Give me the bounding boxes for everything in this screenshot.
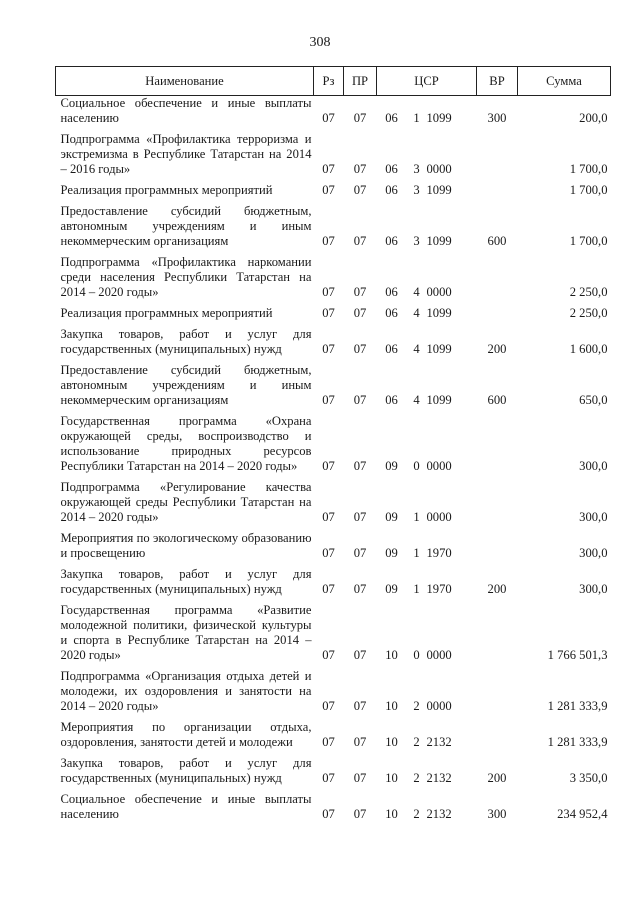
header-vr: ВР [477, 67, 518, 96]
row-csr-part2: 1 [413, 510, 420, 524]
page-number: 308 [309, 35, 331, 50]
row-csr-part2: 0 [413, 459, 420, 473]
row-csr-part3: 2132 [426, 807, 452, 821]
row-csr-part2: 3 [413, 183, 420, 197]
row-rz: 07 [322, 111, 335, 125]
row-csr-part3: 1099 [426, 306, 452, 320]
row-pr: 07 [353, 699, 367, 713]
row-name: Предоставление субсидий бюджетным, автономным учреждениям и иным некоммерческим организациям [60, 363, 312, 407]
table-row [56, 327, 611, 363]
row-sum: 300,0 [579, 582, 608, 596]
row-pr: 07 [353, 111, 367, 125]
row-sum: 300,0 [579, 459, 608, 473]
table-row [56, 306, 611, 327]
header-name: Наименование [56, 67, 314, 96]
row-name: Реализация программных мероприятий [60, 306, 273, 320]
row-csr-part2: 4 [413, 285, 420, 299]
row-pr: 07 [353, 234, 367, 248]
table-row [56, 363, 611, 414]
row-csr-part3: 1099 [426, 393, 452, 407]
row-csr-part3: 0000 [426, 699, 452, 713]
row-sum: 1 700,0 [569, 162, 608, 176]
row-sum: 2 250,0 [569, 285, 608, 299]
row-name: Реализация программных мероприятий [60, 183, 273, 197]
row-csr-part2: 1 [413, 111, 420, 125]
row-csr-part1: 10 [385, 771, 398, 785]
header-rz: Рз [314, 67, 344, 96]
row-csr-part3: 0000 [426, 648, 452, 662]
row-vr: 200 [487, 582, 507, 596]
table-header [56, 67, 611, 96]
row-csr-part2: 1 [413, 546, 420, 560]
row-vr: 300 [487, 111, 507, 125]
row-vr [477, 669, 518, 720]
row-csr-part3: 0000 [426, 285, 452, 299]
row-name: Закупка товаров, работ и услуг для государственных (муниципальных) нужд [60, 327, 312, 356]
row-pr: 07 [353, 459, 367, 473]
row-vr: 600 [487, 393, 507, 407]
row-csr-part1: 06 [385, 111, 398, 125]
row-name: Закупка товаров, работ и услуг для государственных (муниципальных) нужд [60, 567, 312, 596]
row-csr-part3: 2132 [426, 771, 452, 785]
row-rz: 07 [322, 285, 335, 299]
row-sum: 1 281 333,9 [547, 699, 608, 713]
row-pr: 07 [353, 285, 367, 299]
row-vr: 600 [487, 234, 507, 248]
row-rz: 07 [322, 807, 335, 821]
row-rz: 07 [322, 183, 335, 197]
row-rz: 07 [322, 306, 335, 320]
row-rz: 07 [322, 234, 335, 248]
budget-table [55, 66, 611, 828]
row-rz: 07 [322, 699, 335, 713]
row-csr-part1: 10 [385, 699, 398, 713]
table-row [56, 603, 611, 669]
row-sum: 300,0 [579, 546, 608, 560]
row-rz: 07 [322, 582, 335, 596]
row-csr-part2: 2 [413, 771, 420, 785]
row-csr-part1: 10 [385, 735, 398, 749]
row-pr: 07 [353, 342, 367, 356]
row-name: Государственная программа «Охрана окружающей среды, воспроизводство и использование природных ресурсов Республики Татарстан на 2014 – 2020 годы» [60, 414, 312, 473]
row-csr-part3: 0000 [426, 162, 452, 176]
header-pr: ПР [344, 67, 377, 96]
row-sum: 1 766 501,3 [547, 648, 608, 662]
row-csr-part2: 3 [413, 162, 420, 176]
row-csr-part2: 2 [413, 699, 420, 713]
row-rz: 07 [322, 735, 335, 749]
table-row [56, 255, 611, 306]
row-csr-part1: 10 [385, 807, 398, 821]
row-vr: 200 [487, 771, 507, 785]
row-csr-part1: 06 [385, 285, 398, 299]
row-name: Подпрограмма «Регулирование качества окружающей среды Республики Татарстан на 2014 – 2020 годы» [60, 480, 312, 524]
table-row [56, 480, 611, 531]
row-csr-part3: 1970 [426, 582, 452, 596]
table-row [56, 669, 611, 720]
row-sum: 234 952,4 [557, 807, 608, 821]
row-rz: 07 [322, 162, 335, 176]
row-rz: 07 [322, 546, 335, 560]
table-row [56, 414, 611, 480]
row-sum: 200,0 [579, 111, 608, 125]
row-csr-part3: 1970 [426, 546, 452, 560]
row-name: Подпрограмма «Профилактика наркомании среди населения Республики Татарстан на 2014 – 2020 годы» [60, 255, 312, 299]
row-csr-part3: 2132 [426, 735, 452, 749]
table-row [56, 567, 611, 603]
row-pr: 07 [353, 306, 367, 320]
table-row [56, 720, 611, 756]
table-body [56, 96, 611, 829]
row-sum: 1 700,0 [569, 183, 608, 197]
row-csr-part1: 06 [385, 234, 398, 248]
row-csr-part1: 06 [385, 393, 398, 407]
row-sum: 1 600,0 [569, 342, 608, 356]
row-name: Мероприятия по экологическому образованию и просвещению [60, 531, 312, 560]
row-pr: 07 [353, 183, 367, 197]
table-row [56, 183, 611, 204]
row-sum: 1 700,0 [569, 234, 608, 248]
row-vr [477, 480, 518, 531]
row-sum: 300,0 [579, 510, 608, 524]
row-pr: 07 [353, 393, 367, 407]
row-vr [477, 306, 518, 327]
row-name: Предоставление субсидий бюджетным, автономным учреждениям и иным некоммерческим организациям [60, 204, 312, 248]
row-name: Подпрограмма «Профилактика терроризма и экстремизма в Республике Татарстан на 2014 – 2016 годы» [60, 132, 312, 176]
row-csr-part3: 1099 [426, 183, 452, 197]
row-vr [477, 255, 518, 306]
row-csr-part2: 4 [413, 306, 420, 320]
header-csr: ЦСР [377, 67, 477, 96]
row-sum: 3 350,0 [569, 771, 608, 785]
row-rz: 07 [322, 393, 335, 407]
row-rz: 07 [322, 342, 335, 356]
row-pr: 07 [353, 771, 367, 785]
row-csr-part3: 1099 [426, 342, 452, 356]
row-csr-part2: 0 [413, 648, 420, 662]
row-csr-part1: 10 [385, 648, 398, 662]
row-pr: 07 [353, 807, 367, 821]
row-vr [477, 414, 518, 480]
row-csr-part3: 1099 [426, 234, 452, 248]
table-row [56, 792, 611, 828]
row-name: Социальное обеспечение и иные выплаты населению [60, 792, 312, 821]
row-vr [477, 531, 518, 567]
table-row [56, 531, 611, 567]
row-name: Подпрограмма «Организация отдыха детей и молодежи, их оздоровления и занятости на 2014 – 2020 годы» [60, 669, 312, 713]
row-csr-part2: 2 [413, 735, 420, 749]
table-row [56, 96, 611, 133]
row-csr-part1: 06 [385, 342, 398, 356]
row-vr [477, 720, 518, 756]
row-vr [477, 183, 518, 204]
row-csr-part1: 06 [385, 306, 398, 320]
table-row [56, 204, 611, 255]
row-sum: 650,0 [579, 393, 608, 407]
row-name: Государственная программа «Развитие молодежной политики, физической культуры и спорта в Республике Татарстан на 2014 – 2020 годы» [60, 603, 312, 662]
row-pr: 07 [353, 162, 367, 176]
row-csr-part2: 4 [413, 342, 420, 356]
row-csr-part1: 06 [385, 183, 398, 197]
row-name: Мероприятия по организации отдыха, оздоровления, занятости детей и молодежи [60, 720, 312, 749]
row-csr-part1: 09 [385, 546, 398, 560]
row-rz: 07 [322, 648, 335, 662]
row-pr: 07 [353, 735, 367, 749]
row-csr-part3: 0000 [426, 510, 452, 524]
row-csr-part2: 2 [413, 807, 420, 821]
row-csr-part3: 1099 [426, 111, 452, 125]
row-vr [477, 132, 518, 183]
row-csr-part1: 09 [385, 582, 398, 596]
row-vr: 300 [487, 807, 507, 821]
row-pr: 07 [353, 648, 367, 662]
table-row [56, 756, 611, 792]
row-rz: 07 [322, 459, 335, 473]
row-csr-part3: 0000 [426, 459, 452, 473]
row-vr: 200 [487, 342, 507, 356]
row-csr-part1: 09 [385, 459, 398, 473]
row-sum: 2 250,0 [569, 306, 608, 320]
row-pr: 07 [353, 546, 367, 560]
row-sum: 1 281 333,9 [547, 735, 608, 749]
row-csr-part1: 09 [385, 510, 398, 524]
header-sum: Сумма [518, 67, 611, 96]
row-name: Социальное обеспечение и иные выплаты населению [60, 96, 312, 125]
row-rz: 07 [322, 771, 335, 785]
table-row [56, 132, 611, 183]
row-csr-part1: 06 [385, 162, 398, 176]
row-vr [477, 603, 518, 669]
row-pr: 07 [353, 510, 367, 524]
row-csr-part2: 4 [413, 393, 420, 407]
row-csr-part2: 3 [413, 234, 420, 248]
row-csr-part2: 1 [413, 582, 420, 596]
row-rz: 07 [322, 510, 335, 524]
row-pr: 07 [353, 582, 367, 596]
row-name: Закупка товаров, работ и услуг для государственных (муниципальных) нужд [60, 756, 312, 785]
